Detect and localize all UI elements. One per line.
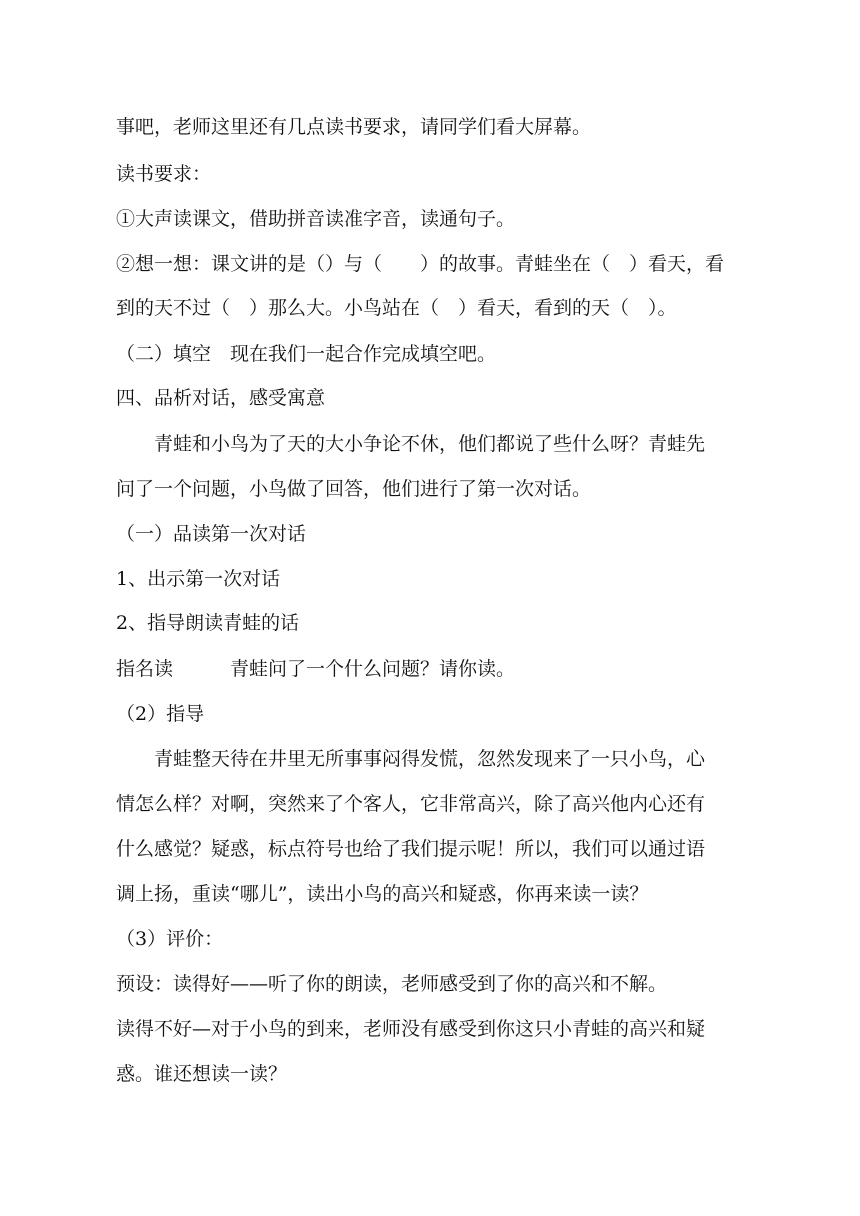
section-heading: 四、品析对话，感受寓意	[116, 387, 326, 409]
text-line: 到的天不过（ ）那么大。小鸟站在（ ）看天，看到的天（ ）。	[116, 297, 677, 319]
text-line: 什么感觉？疑惑，标点符号也给了我们提示呢！所以，我们可以通过语	[116, 838, 706, 860]
text-line: 事吧，老师这里还有几点读书要求，请同学们看大屏幕。	[116, 116, 592, 138]
text-line: ②想一想：课文讲的是（）与（ ）的故事。青蛙坐在（ ）看天，看	[116, 253, 725, 275]
text-line: 读书要求：	[116, 163, 212, 185]
text-line: 读得不好—对于小鸟的到来，老师没有感受到你这只小青蛙的高兴和疑	[116, 1018, 706, 1040]
text-line: 指名读 青蛙问了一个什么问题？请你读。	[116, 658, 516, 680]
section-heading: （3）评价：	[116, 928, 224, 950]
text-line: 青蛙和小鸟为了天的大小争论不休，他们都说了些什么呀？青蛙先	[116, 433, 706, 455]
text-line: 青蛙整天待在井里无所事事闷得发慌，忽然发现来了一只小鸟，心	[116, 748, 706, 770]
text-line: 惑。谁还想读一读？	[116, 1063, 288, 1085]
section-heading: （一）品读第一次对话	[116, 523, 307, 545]
text-line: 情怎么样？对啊，突然来了个客人，它非常高兴，除了高兴他内心还有	[116, 793, 706, 815]
section-heading: （2）指导	[116, 703, 205, 725]
section-heading: （二）填空 现在我们一起合作完成填空吧。	[116, 343, 497, 365]
text-line: 调上扬，重读“哪儿”，读出小鸟的高兴和疑惑，你再来读一读？	[116, 883, 649, 905]
text-line: ①大声读课文，借助拼音读准字音，读通句子。	[116, 208, 516, 230]
text-line: 2、指导朗读青蛙的话	[116, 612, 300, 634]
text-line: 预设：读得好——听了你的朗读，老师感受到了你的高兴和不解。	[116, 973, 668, 995]
text-line: 问了一个问题，小鸟做了回答，他们进行了第一次对话。	[116, 478, 592, 500]
text-line: 1、出示第一次对话	[116, 568, 281, 590]
